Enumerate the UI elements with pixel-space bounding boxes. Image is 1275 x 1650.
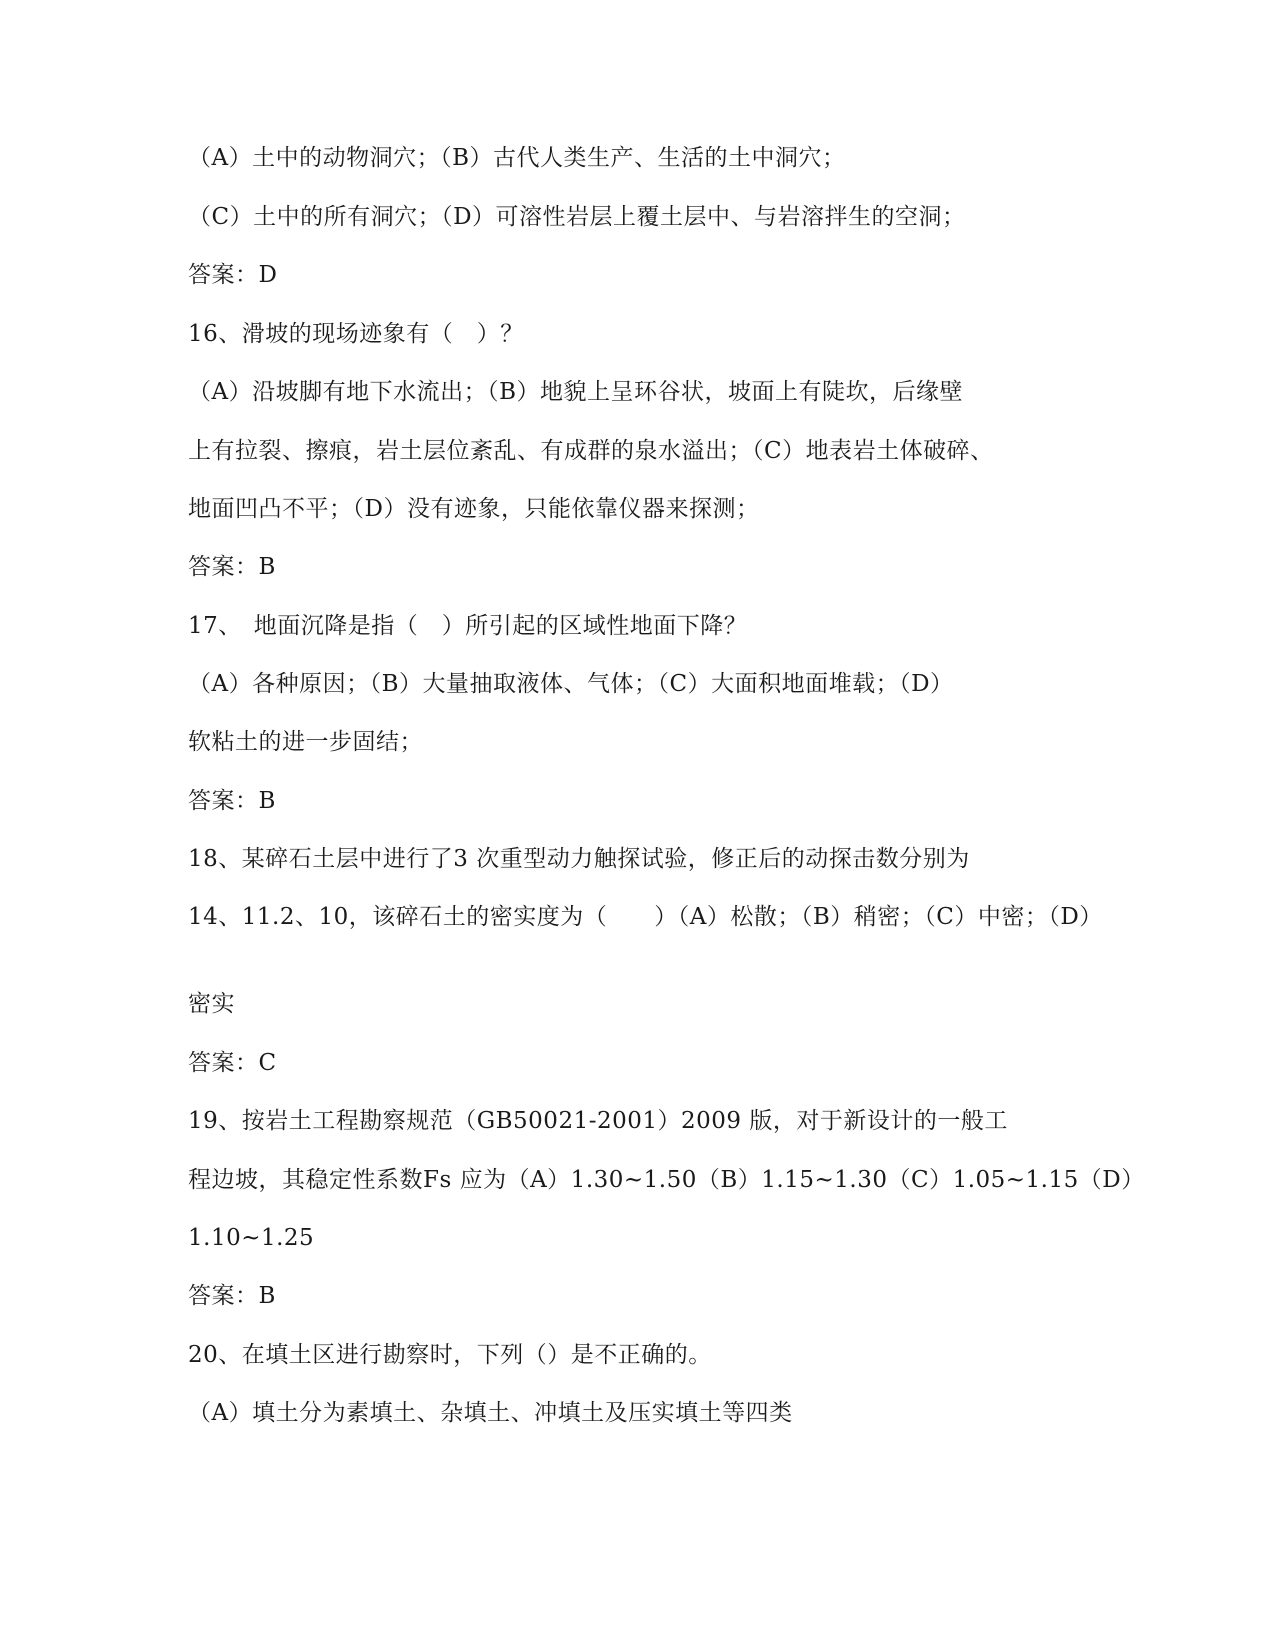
option-line-16-2: 上有拉裂、擦痕，岩土层位紊乱、有成群的泉水溢出；（C）地表岩土体破碎、 (188, 438, 994, 464)
answer-17: 答案：B (188, 788, 276, 814)
question-18-cont: 14、11.2、10，该碎石土的密实度为（ ）（A）松散；（B）稍密；（C）中密；（D） (188, 904, 1103, 930)
option-line-17-2: 软粘土的进一步固结； (188, 729, 423, 755)
question-19-cont: 程边坡，其稳定性系数Fs 应为（A）1.30~1.50（B）1.15~1.30（C）1.05~1.15（D） (188, 1167, 1145, 1193)
option-line-15-cd: （C）土中的所有洞穴；（D）可溶性岩层上覆土层中、与岩溶拌生的空洞； (188, 204, 966, 230)
option-line-17-1: （A）各种原因；（B）大量抽取液体、气体；（C）大面积地面堆载；（D） (188, 671, 954, 697)
question-20: 20、在填土区进行勘察时，下列（）是不正确的。 (188, 1342, 712, 1368)
question-17: 17、 地面沉降是指（ ）所引起的区域性地面下降？ (188, 613, 748, 639)
option-line-18: 密实 (188, 991, 235, 1017)
answer-15: 答案：D (188, 262, 278, 288)
answer-18: 答案：C (188, 1050, 277, 1076)
option-line-16-3: 地面凹凸不平；（D）没有迹象，只能依靠仪器来探测； (188, 496, 760, 522)
question-19: 19、按岩土工程勘察规范（GB50021-2001）2009 版，对于新设计的一般工 (188, 1108, 1008, 1134)
option-line-15-ab: （A）土中的动物洞穴；（B）古代人类生产、生活的土中洞穴； (188, 145, 846, 171)
question-16: 16、滑坡的现场迹象有（ ）？ (188, 321, 524, 347)
option-line-19: 1.10~1.25 (188, 1225, 315, 1251)
answer-16: 答案：B (188, 554, 276, 580)
question-18: 18、某碎石土层中进行了3 次重型动力触探试验，修正后的动探击数分别为 (188, 846, 970, 872)
option-line-20-a: （A）填土分为素填土、杂填土、冲填土及压实填土等四类 (188, 1400, 793, 1426)
answer-19: 答案：B (188, 1283, 276, 1309)
option-line-16-1: （A）沿坡脚有地下水流出；（B）地貌上呈环谷状，坡面上有陡坎，后缘壁 (188, 379, 964, 405)
